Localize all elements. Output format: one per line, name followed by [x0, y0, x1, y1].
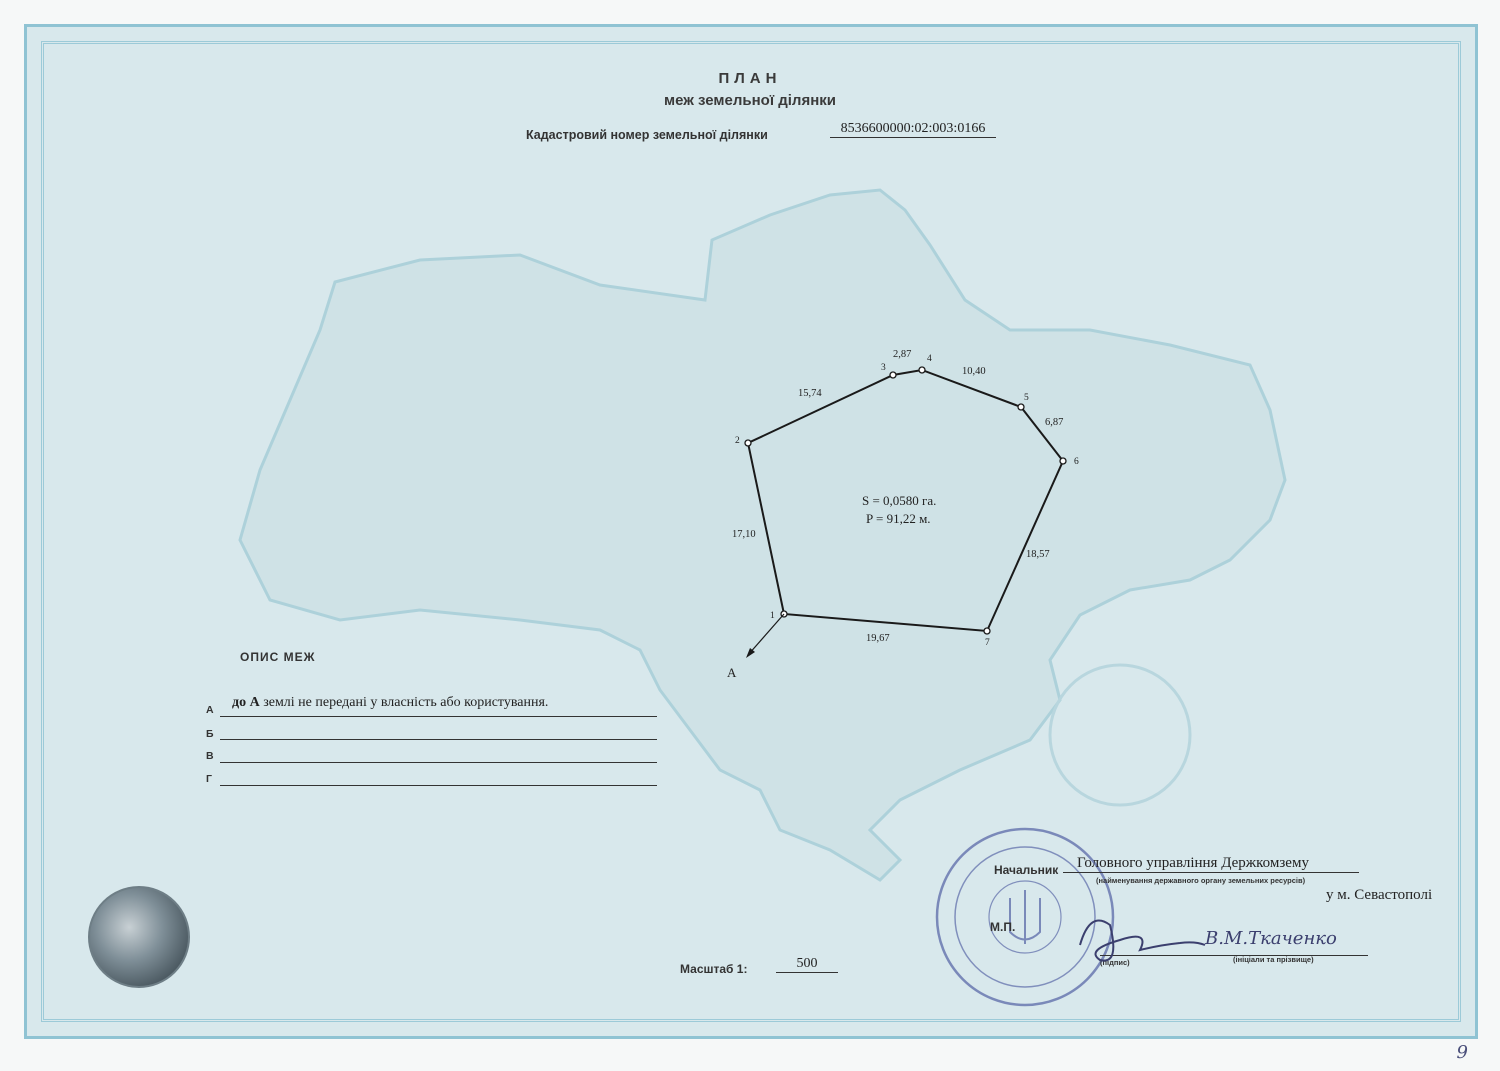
boundary-letter: Б	[206, 728, 214, 740]
cadastral-number: 8536600000:02:003:0166	[830, 121, 996, 138]
plan-title: ПЛАН	[718, 70, 782, 87]
point-label: 5	[1024, 393, 1029, 403]
vertex-marker	[1060, 458, 1066, 464]
cadastral-label: Кадастровий номер земельної ділянки	[526, 128, 768, 142]
boundary-line	[220, 725, 657, 740]
vertex-marker	[745, 440, 751, 446]
boundary-letter: Г	[206, 773, 212, 785]
scale-label: Масштаб 1:	[680, 962, 748, 976]
vertex-marker	[919, 367, 925, 373]
edge-length: 6,87	[1045, 417, 1064, 428]
name-caption: (ініціали та прізвище)	[1233, 955, 1314, 964]
boundary-desc: землі не передані у власність або користування.	[259, 695, 549, 710]
point-label: 6	[1074, 457, 1079, 467]
chief-label: Начальник	[994, 863, 1059, 877]
edge-length: 18,57	[1026, 549, 1050, 560]
org-caption: (найменування державного органу земельних ресурсів)	[1096, 876, 1306, 885]
boundary-line	[220, 748, 657, 763]
page-mark: 9	[1456, 1042, 1468, 1063]
point-label: 4	[927, 354, 932, 364]
area-value: S = 0,0580 га.	[862, 493, 937, 508]
hologram-seal	[88, 886, 190, 988]
point-label: 1	[770, 611, 775, 621]
signature-caption: (підпис)	[1100, 958, 1130, 967]
vertex-marker	[984, 628, 990, 634]
edge-length: 15,74	[798, 388, 822, 399]
boundaries-heading: ОПИС МЕЖ	[240, 650, 316, 664]
neighbor-arrow	[748, 614, 784, 655]
city: у м. Севастополі	[1326, 887, 1433, 903]
boundary-bold: до А	[232, 695, 260, 710]
chief-value: Головного управління Держкомзему	[1063, 855, 1359, 873]
edge-length: 19,67	[866, 633, 890, 644]
vertex-marker	[890, 372, 896, 378]
edge-length: 2,87	[893, 349, 912, 360]
boundary-letter: В	[206, 750, 214, 762]
plan-subtitle: меж земельної ділянки	[663, 92, 836, 109]
boundary-letter: А	[206, 704, 214, 716]
scale-value: 500	[776, 956, 838, 973]
vertex-marker	[1018, 404, 1024, 410]
neighbor-label: A	[727, 665, 737, 680]
edge-length: 10,40	[962, 366, 986, 377]
point-label: 2	[735, 436, 740, 446]
point-label: 7	[985, 638, 990, 648]
boundary-text-a	[232, 695, 548, 711]
mp-label: М.П.	[990, 920, 1016, 934]
signed-name: В.М.Ткаченко	[1205, 928, 1337, 949]
handwritten-signature	[1070, 905, 1210, 975]
edge-length: 17,10	[732, 529, 756, 540]
boundary-line	[220, 771, 657, 786]
arrow-head	[746, 648, 755, 658]
point-label: 3	[881, 363, 886, 373]
perimeter-value: P = 91,22 м.	[866, 511, 931, 526]
